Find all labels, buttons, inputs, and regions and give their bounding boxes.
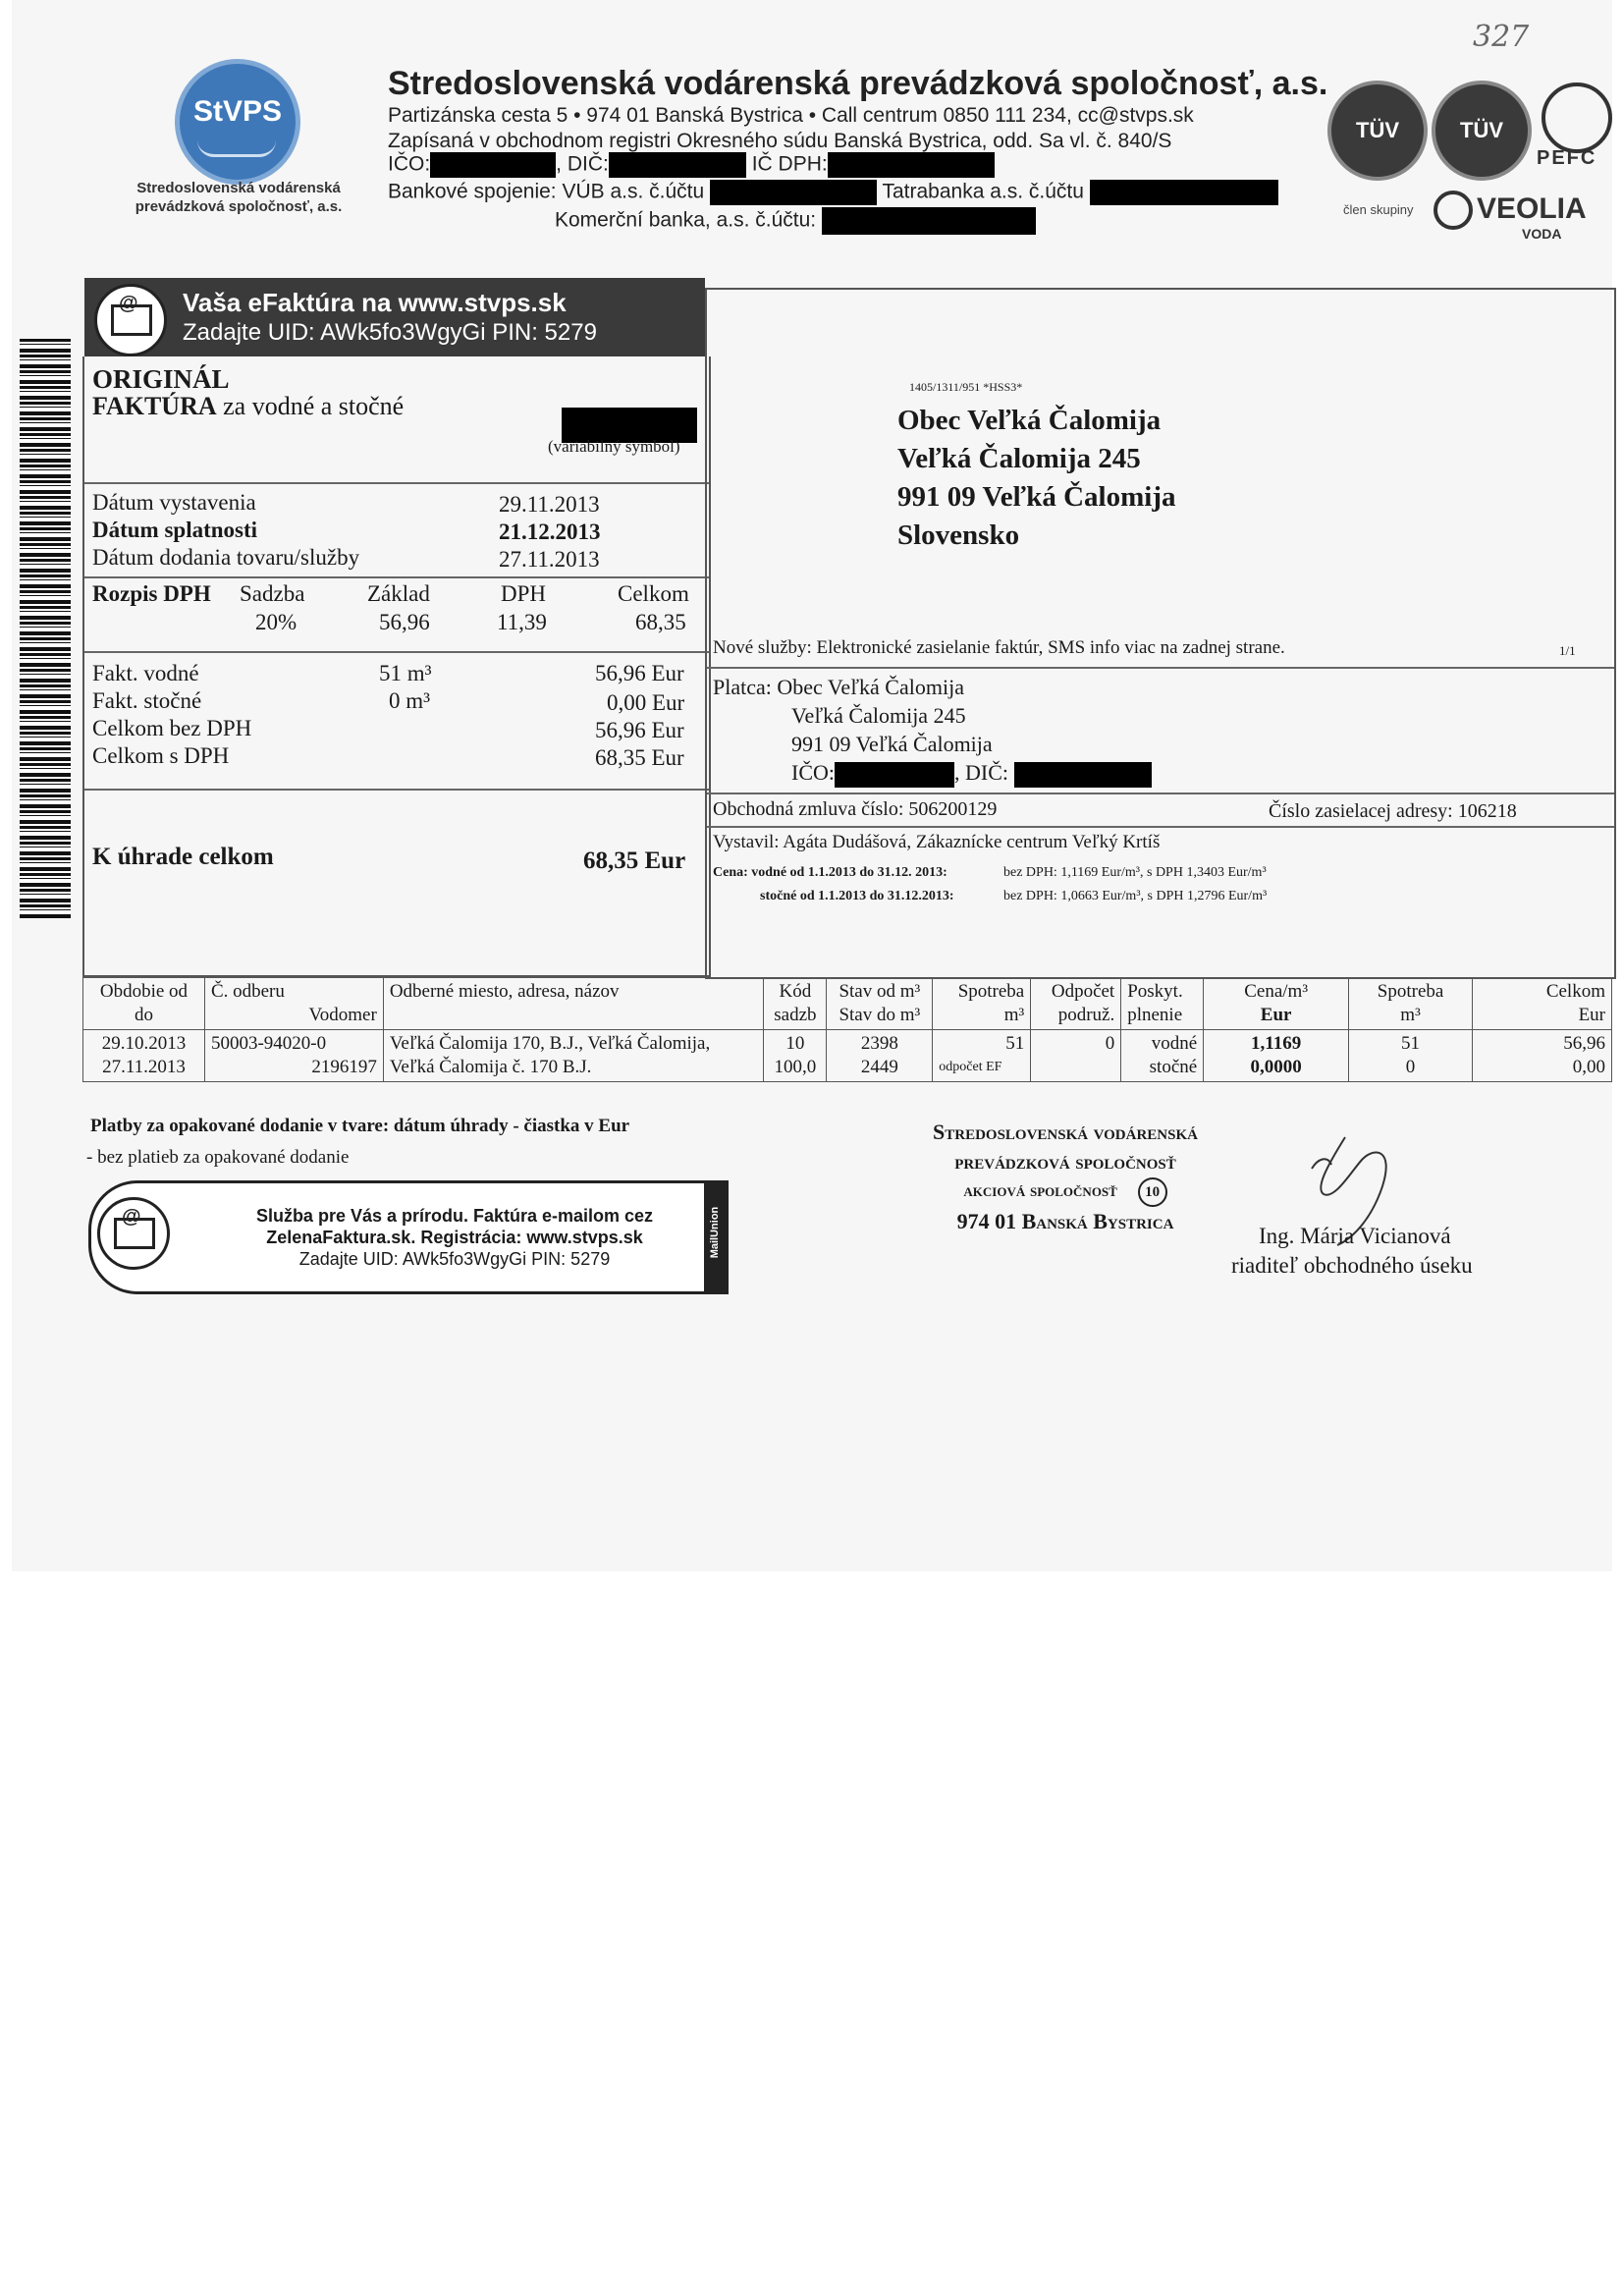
efaktura-line2: Zadajte UID: AWk5fo3WgyGi PIN: 5279 bbox=[183, 319, 597, 346]
fakt-stocne-label: Fakt. stočné bbox=[92, 688, 202, 713]
cell-kod: 10 100,0 bbox=[764, 1030, 827, 1082]
efaktura-banner bbox=[84, 278, 705, 356]
barcode bbox=[20, 339, 71, 918]
stamp-number: 10 bbox=[1138, 1177, 1167, 1207]
payer-name: Obec Veľká Čalomija bbox=[777, 675, 964, 699]
rozpis-dph-label: Rozpis DPH bbox=[92, 581, 211, 606]
logo-subtitle: Stredoslovenská vodárenská prevádzková spoločnosť, a.s. bbox=[135, 180, 343, 215]
redaction bbox=[710, 180, 877, 205]
table-header-row bbox=[83, 978, 1612, 1030]
redaction bbox=[1014, 762, 1152, 788]
fakt-stocne-qty: 0 m³ bbox=[389, 688, 431, 713]
mailunion-text: MailUnion bbox=[709, 1206, 721, 1259]
datum-vystavenia-label: Dátum vystavenia bbox=[92, 490, 256, 515]
recipient-country: Slovensko bbox=[897, 519, 1020, 551]
contract-value: 506200129 bbox=[908, 798, 998, 820]
recipient-name: Obec Veľká Čalomija bbox=[897, 405, 1162, 436]
celkom-label: Celkom bbox=[618, 581, 689, 606]
at-sign: @ bbox=[122, 1206, 141, 1228]
contract-number bbox=[713, 798, 997, 821]
bank-line bbox=[388, 180, 1278, 205]
col-spotreba-m3: Spotreba m³ bbox=[1349, 978, 1473, 1030]
fakt-vodne-qty: 51 m³ bbox=[379, 661, 432, 685]
address-number bbox=[1269, 800, 1517, 823]
col-odpocet: Odpočet podruž. bbox=[1031, 978, 1121, 1030]
company-name: Stredoslovenská vodárenská prevádzková spoločnosť, a.s. bbox=[388, 65, 1328, 102]
invoice-title bbox=[92, 392, 404, 421]
price-sewage-label: stočné od 1.1.2013 do 31.12.2013: bbox=[760, 889, 954, 903]
veolia-label: VEOLIA bbox=[1477, 192, 1587, 225]
ic-dph-label: IČ DPH: bbox=[751, 152, 828, 176]
payer-block bbox=[713, 673, 1152, 788]
cell-spotreba-m3: 51 0 bbox=[1349, 1030, 1473, 1082]
payer-city: 991 09 Veľká Čalomija bbox=[791, 732, 993, 756]
company-registry: Zapísaná v obchodnom registri Okresného súdu Banská Bystrica, odd. Sa vl. č. 840/S bbox=[388, 130, 1172, 152]
signer-name: Ing. Mária Vicianová bbox=[1259, 1224, 1451, 1248]
page-number: 327 bbox=[1473, 20, 1530, 54]
col-plnenie: Poskyt. plnenie bbox=[1121, 978, 1204, 1030]
mailunion-label bbox=[704, 1183, 726, 1291]
divider bbox=[84, 651, 709, 653]
divider bbox=[84, 789, 709, 791]
issued-by: Vystavil: Agáta Dudášová, Zákaznícke centrum Veľký Krtíš bbox=[713, 832, 1161, 852]
divider bbox=[707, 667, 1614, 669]
email-envelope-icon bbox=[97, 1197, 170, 1270]
page-of: 1/1 bbox=[1559, 643, 1576, 658]
pefc-label: PEFC bbox=[1537, 147, 1597, 169]
stamp-line1: Stredoslovenská vodárenská bbox=[933, 1120, 1198, 1144]
col-obdobie: Obdobie od do bbox=[83, 978, 205, 1030]
k-uhrade-amount: 68,35 Eur bbox=[583, 847, 686, 874]
at-sign: @ bbox=[119, 293, 138, 314]
celkom-s-dph: 68,35 Eur bbox=[595, 745, 684, 770]
dph-celkom: 68,35 bbox=[635, 610, 686, 634]
datum-dodania-label: Dátum dodania tovaru/služby bbox=[92, 545, 360, 570]
price-sewage: bez DPH: 1,0663 Eur/m³, s DPH 1,2796 Eur/m³ bbox=[1003, 889, 1268, 903]
company-stamp bbox=[835, 1118, 1296, 1236]
clen-skupiny: člen skupiny bbox=[1343, 202, 1414, 217]
cell-odpocet: 0 bbox=[1031, 1030, 1121, 1082]
voda-label: VODA bbox=[1522, 226, 1562, 242]
celkom-s-dph-label: Celkom s DPH bbox=[92, 743, 230, 768]
address-number-value: 106218 bbox=[1457, 800, 1517, 822]
stamp-company-type: akciová spoločnosť bbox=[963, 1180, 1117, 1201]
logo-wave-icon bbox=[197, 140, 276, 157]
col-odber: Č. odberu Vodomer bbox=[204, 978, 383, 1030]
recipient-street: Veľká Čalomija 245 bbox=[897, 443, 1141, 474]
dph-sadzba: 20% bbox=[255, 610, 298, 634]
address-number-label: Číslo zasielacej adresy: bbox=[1269, 800, 1453, 822]
veolia-logo-icon bbox=[1434, 191, 1473, 230]
payer-label: Platca: bbox=[713, 675, 772, 699]
stvps-logo bbox=[175, 59, 300, 185]
redaction bbox=[1090, 180, 1278, 205]
payer-dic-label: DIČ: bbox=[965, 760, 1008, 785]
celkom-bez-dph: 56,96 Eur bbox=[595, 718, 684, 742]
cell-cena: 1,1169 0,0000 bbox=[1204, 1030, 1349, 1082]
signer-role: riaditeľ obchodného úseku bbox=[1231, 1253, 1473, 1278]
recipient-address bbox=[897, 402, 1175, 555]
redaction bbox=[430, 152, 556, 178]
cell-odber: 50003-94020-0 2196197 bbox=[204, 1030, 383, 1082]
col-kod: Kód sadzb bbox=[764, 978, 827, 1030]
celkom-bez-dph-label: Celkom bez DPH bbox=[92, 716, 252, 740]
col-stav: Stav od m³ Stav do m³ bbox=[827, 978, 933, 1030]
new-services-note: Nové služby: Elektronické zasielanie faktúr, SMS info viac na zadnej strane. bbox=[713, 637, 1285, 658]
komercni-line bbox=[555, 207, 1036, 235]
address-box bbox=[705, 288, 1616, 979]
green-line3: Zadajte UID: AWk5fo3WgyGi PIN: 5279 bbox=[298, 1249, 611, 1269]
green-invoice-box bbox=[88, 1180, 729, 1294]
divider bbox=[707, 826, 1614, 828]
dic-label: , DIČ: bbox=[556, 152, 609, 176]
col-cena: Cena/m³ Eur bbox=[1204, 978, 1349, 1030]
contract-label: Obchodná zmluva číslo: bbox=[713, 798, 904, 820]
stamp-line4: 974 01 Banská Bystrica bbox=[956, 1209, 1174, 1233]
payer-ico-label: IČO: bbox=[791, 760, 835, 785]
company-address: Partizánska cesta 5 • 974 01 Banská Bystrica • Call centrum 0850 111 234, cc@stvps.sk bbox=[388, 104, 1194, 127]
cell-miesto: Veľká Čalomija 170, B.J., Veľká Čalomija, Veľká Čalomija č. 170 B.J. bbox=[383, 1030, 764, 1082]
ico-label: IČO: bbox=[388, 152, 431, 176]
green-line1: Služba pre Vás a prírodu. Faktúra e-mailom cez bbox=[255, 1206, 654, 1226]
table-row bbox=[83, 1030, 1612, 1082]
fakt-vodne-amount: 56,96 Eur bbox=[595, 661, 684, 685]
fakt-vodne-label: Fakt. vodné bbox=[92, 661, 199, 685]
bank-label: Bankové spojenie: VÚB a.s. č.účtu bbox=[388, 180, 705, 203]
dph-zaklad: 56,96 bbox=[379, 610, 430, 634]
dph-value: 11,39 bbox=[497, 610, 547, 634]
stamp-line3 bbox=[835, 1176, 1296, 1207]
redaction bbox=[822, 207, 1036, 235]
tuv-cert-icon: TÜV bbox=[1327, 81, 1428, 181]
datum-splatnosti-label: Dátum splatnosti bbox=[92, 518, 258, 542]
datum-splatnosti: 21.12.2013 bbox=[499, 519, 601, 544]
routing-code: 1405/1311/951 *HSS3* bbox=[909, 380, 1023, 394]
pefc-tree-icon bbox=[1542, 82, 1612, 153]
k-uhrade-label: K úhrade celkom bbox=[92, 844, 274, 870]
price-water-label: Cena: vodné od 1.1.2013 do 31.12. 2013: bbox=[713, 865, 947, 880]
redaction bbox=[835, 762, 954, 788]
col-spotreba: Spotreba m³ bbox=[933, 978, 1031, 1030]
logo-text: StVPS bbox=[192, 95, 283, 128]
fakt-stocne-amount: 0,00 Eur bbox=[607, 690, 685, 715]
green-invoice-text bbox=[239, 1205, 671, 1270]
invoice-summary-box bbox=[82, 356, 711, 977]
sadzba-label: Sadzba bbox=[240, 581, 305, 606]
variable-symbol-label: (variabilný symbol) bbox=[548, 437, 680, 456]
datum-vystavenia: 29.11.2013 bbox=[499, 492, 600, 517]
cell-stav: 2398 2449 bbox=[827, 1030, 933, 1082]
divider bbox=[84, 576, 709, 578]
company-ids bbox=[388, 152, 995, 178]
datum-dodania: 27.11.2013 bbox=[499, 547, 600, 572]
price-water: bez DPH: 1,1169 Eur/m³, s DPH 1,3403 Eur/m³ bbox=[1003, 865, 1267, 880]
cell-plnenie: vodné stočné bbox=[1121, 1030, 1204, 1082]
dph-label: DPH bbox=[501, 581, 547, 606]
payer-ids: IČO: , DIČ: bbox=[713, 758, 1152, 788]
repeat-payments-none: - bez platieb za opakované dodanie bbox=[86, 1147, 350, 1168]
divider bbox=[707, 793, 1614, 794]
consumption-table bbox=[82, 977, 1612, 1082]
recipient-city: 991 09 Veľká Čalomija bbox=[897, 481, 1176, 513]
tuv-cert-icon: TÜV bbox=[1432, 81, 1532, 181]
cell-spotreba: 51 odpočet EF bbox=[933, 1030, 1031, 1082]
cell-celkom: 56,96 0,00 bbox=[1473, 1030, 1612, 1082]
email-envelope-icon bbox=[94, 284, 167, 356]
stamp-line2: prevádzková spoločnosť bbox=[954, 1149, 1176, 1174]
green-line2: ZelenaFaktura.sk. Registrácia: www.stvps.sk bbox=[266, 1228, 643, 1247]
invoice-title-rest: za vodné a stočné bbox=[216, 392, 405, 420]
repeat-payments-label: Platby za opakované dodanie v tvare: dátum úhrady - čiastka v Eur bbox=[90, 1116, 630, 1136]
komercni-label: Komerční banka, a.s. č.účtu: bbox=[555, 208, 817, 232]
redaction bbox=[828, 152, 995, 178]
efaktura-line1: Vaša eFaktúra na www.stvps.sk bbox=[183, 288, 567, 317]
invoice-title-bold: FAKTÚRA bbox=[92, 392, 217, 420]
cell-obdobie: 29.10.2013 27.11.2013 bbox=[83, 1030, 205, 1082]
col-celkom: Celkom Eur bbox=[1473, 978, 1612, 1030]
original-label: ORIGINÁL bbox=[92, 364, 230, 394]
divider bbox=[84, 482, 709, 484]
col-miesto: Odberné miesto, adresa, názov bbox=[383, 978, 764, 1030]
tatra-label: Tatrabanka a.s. č.účtu bbox=[882, 180, 1084, 203]
zaklad-label: Základ bbox=[367, 581, 430, 606]
payer-street: Veľká Čalomija 245 bbox=[791, 703, 966, 728]
redaction bbox=[609, 152, 746, 178]
